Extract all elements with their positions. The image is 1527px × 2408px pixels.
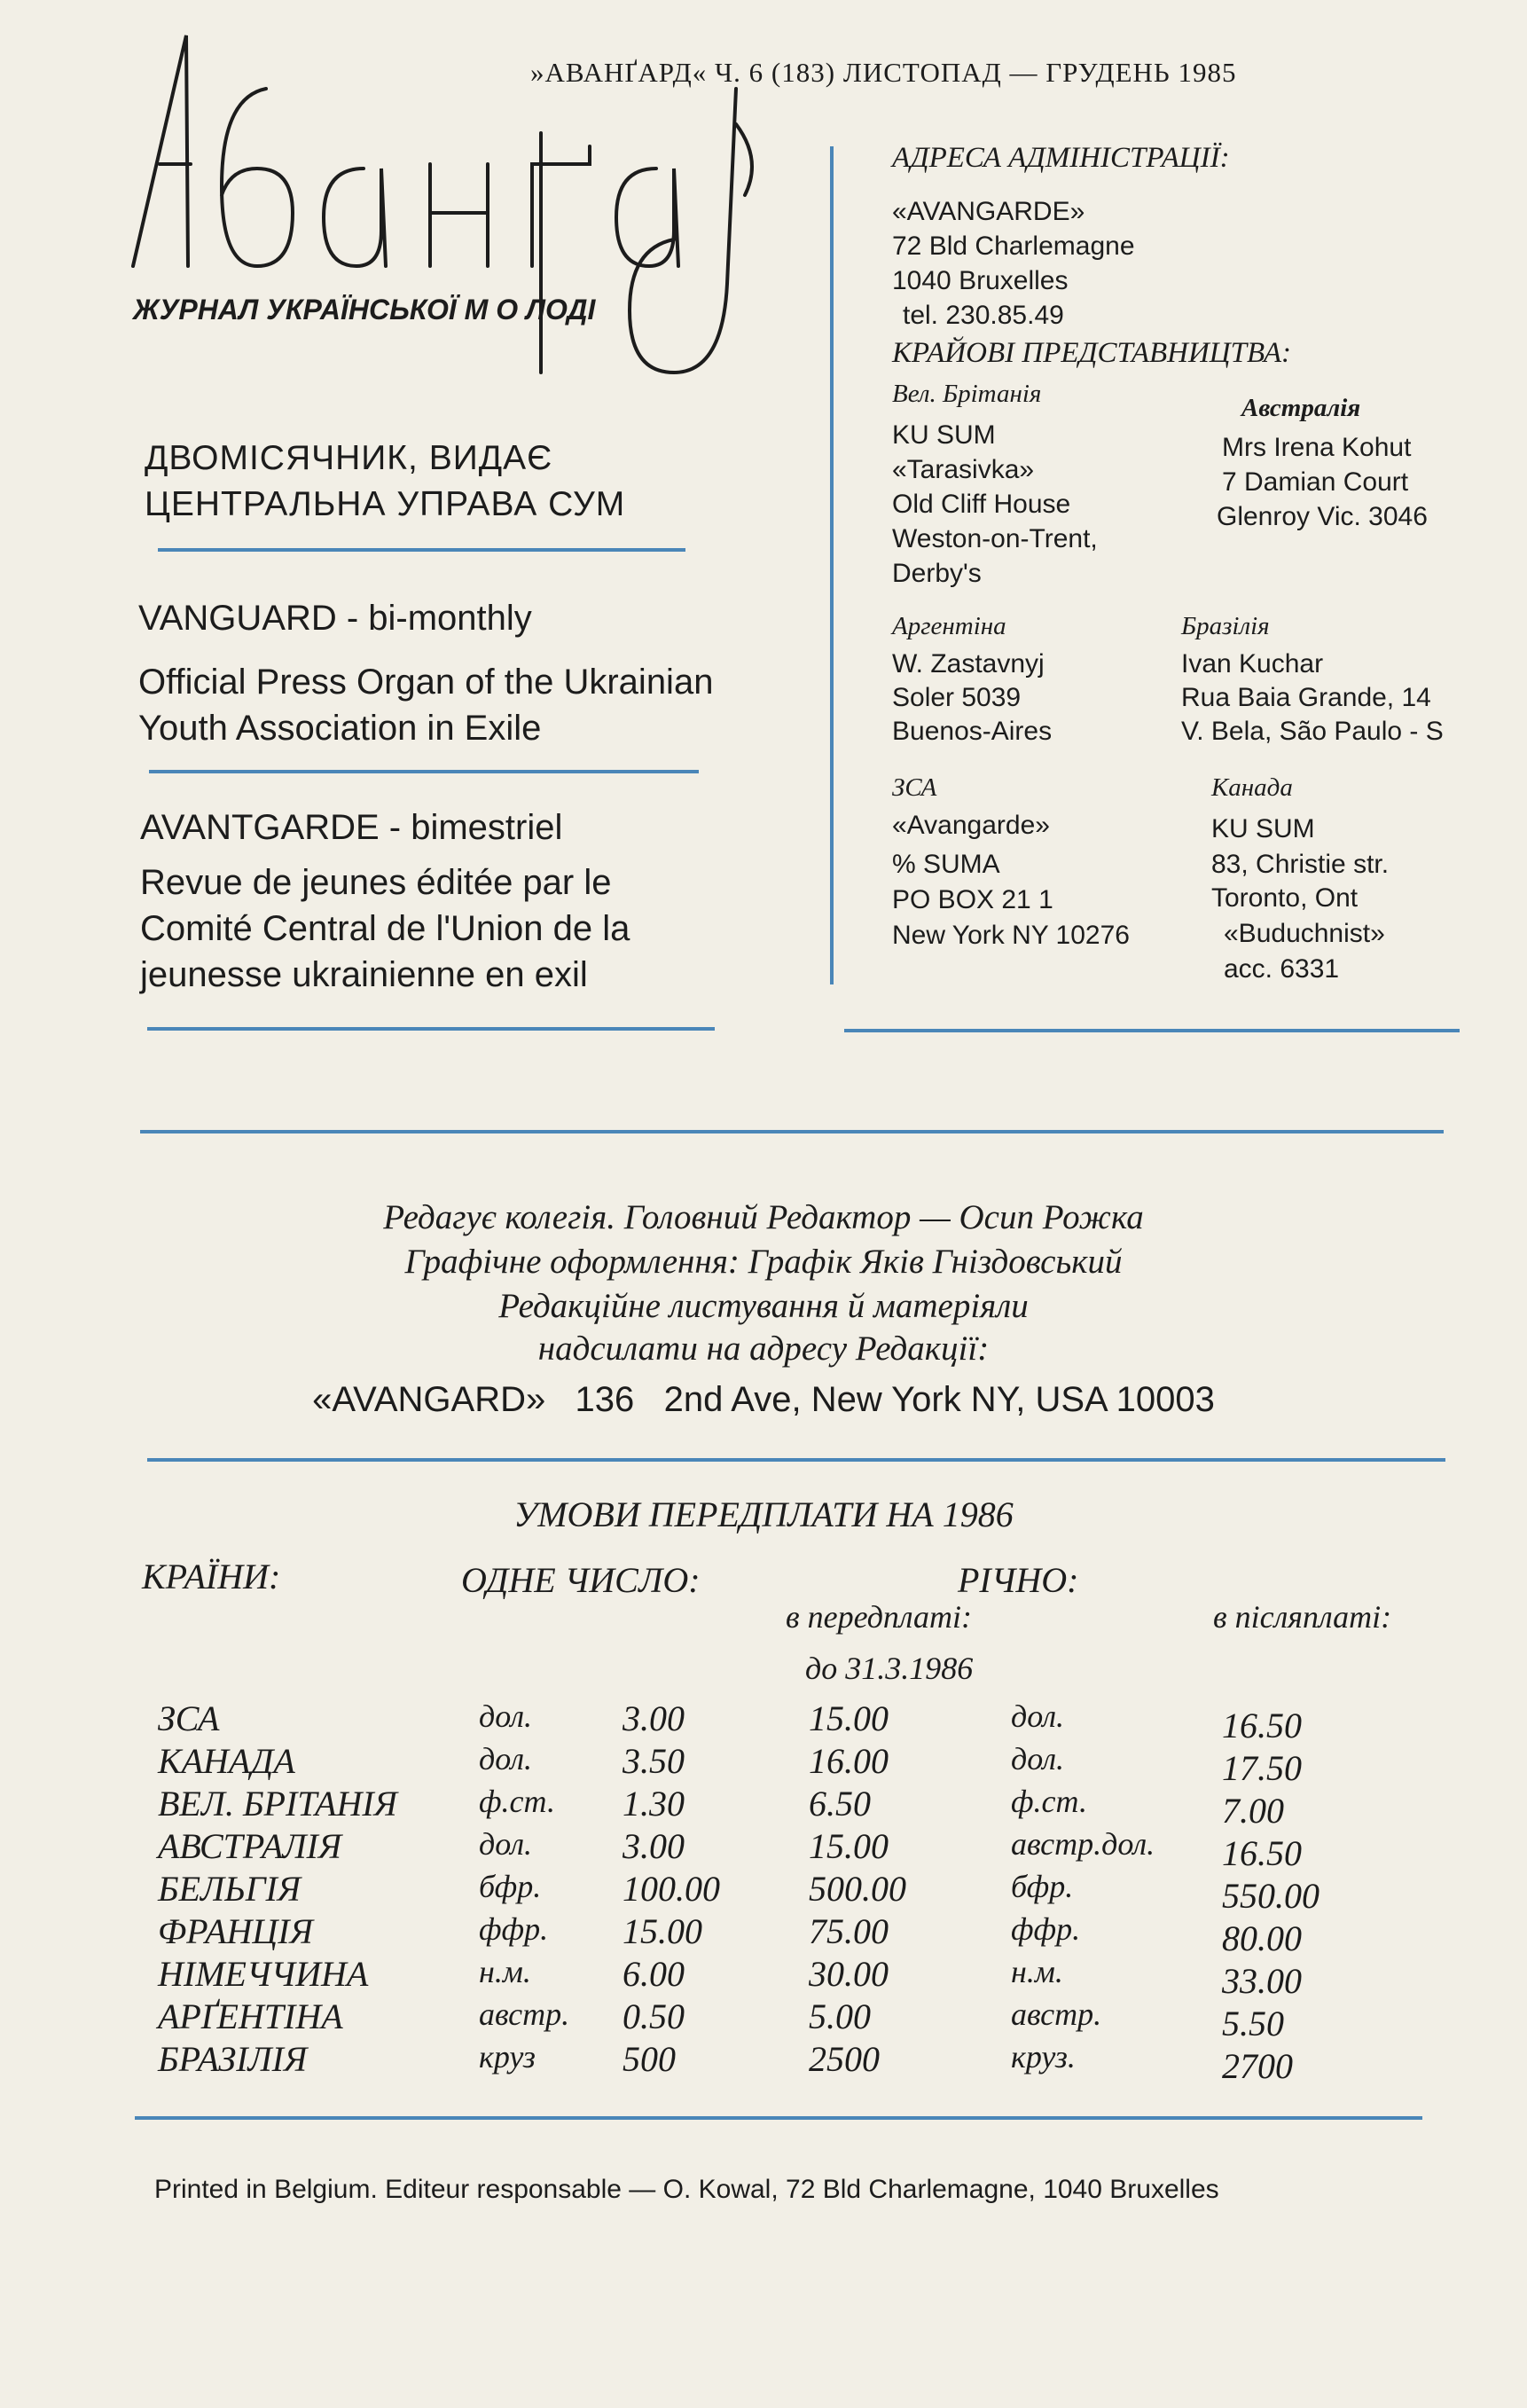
table-cell-country: НІМЕЧЧИНА — [158, 1954, 369, 1994]
table-cell-single: 3.50 — [623, 1741, 685, 1781]
argentina-line: Buenos-Aires — [892, 717, 1053, 746]
divider — [135, 2116, 1422, 2120]
table-cell-single: 3.00 — [623, 1826, 685, 1866]
admin-line: tel. 230.85.49 — [903, 301, 1064, 330]
table-cell-single: 15.00 — [623, 1911, 702, 1951]
divider — [147, 1027, 715, 1031]
french-title: AVANTGARDE - bimestriel — [140, 808, 563, 847]
uk-line: KU SUM — [892, 420, 996, 450]
editorial-line-1: Редагує колегія. Головний Редактор — Осип Рожка — [383, 1198, 1144, 1236]
table-cell-prepay: 6.50 — [809, 1784, 871, 1824]
french-line-1: Revue de jeunes éditée par le — [140, 863, 612, 902]
table-cell-cur2: ф.ст. — [1011, 1784, 1087, 1819]
deadline: до 31.3.1986 — [805, 1651, 974, 1686]
divider — [147, 1458, 1445, 1462]
admin-line: 72 Bld Charlemagne — [892, 231, 1135, 261]
country-label-usa: ЗСА — [892, 773, 937, 802]
col-postpay: в післяплаті: — [1213, 1599, 1392, 1635]
table-cell-single: 500 — [623, 2039, 676, 2079]
table-cell-cur1: н.м. — [479, 1954, 531, 1989]
admin-line: 1040 Bruxelles — [892, 266, 1069, 295]
col-annual: РІЧНО: — [958, 1560, 1079, 1600]
table-cell-cur2: дол. — [1011, 1741, 1065, 1777]
australia-line: Glenroy Vic. 3046 — [1217, 502, 1428, 531]
table-cell-cur2: австр. — [1011, 1996, 1102, 2032]
table-cell-prepay: 75.00 — [809, 1911, 889, 1951]
footer-text: Printed in Belgium. Editeur responsable — O. Kowal, 72 Bld Charlemagne, 1040 Bruxelles — [154, 2175, 1219, 2204]
brazil-line: V. Bela, São Paulo - S — [1181, 717, 1444, 746]
table-cell-single: 100.00 — [623, 1869, 720, 1909]
table-cell-single: 3.00 — [623, 1698, 685, 1738]
usa-line: New York NY 10276 — [892, 921, 1130, 950]
canada-line: acc. 6331 — [1224, 954, 1340, 984]
table-cell-prepay: 15.00 — [809, 1826, 889, 1866]
brazil-line: Rua Baia Grande, 14 — [1181, 683, 1431, 712]
usa-line: % SUMA — [892, 850, 1000, 879]
representatives-heading: КРАЙОВІ ПРЕДСТАВНИЦТВА: — [892, 337, 1292, 369]
table-cell-postpay: 80.00 — [1222, 1918, 1302, 1958]
table-cell-country: БРАЗІЛІЯ — [158, 2039, 308, 2079]
table-cell-postpay: 2700 — [1222, 2046, 1293, 2086]
masthead-logo — [124, 18, 763, 408]
table-cell-cur1: австр. — [479, 1996, 570, 2032]
col-country: КРАЇНИ: — [142, 1557, 281, 1596]
table-cell-single: 0.50 — [623, 1996, 685, 2036]
issue-line: »АВАНҐАРД« Ч. 6 (183) ЛИСТОПАД — ГРУДЕНЬ 1985 — [530, 57, 1237, 88]
table-cell-prepay: 2500 — [809, 2039, 880, 2079]
table-cell-postpay: 5.50 — [1222, 2004, 1284, 2043]
table-cell-cur1: дол. — [479, 1698, 533, 1734]
table-cell-cur1: дол. — [479, 1741, 533, 1777]
brazil-line: Ivan Kuchar — [1181, 649, 1324, 678]
table-cell-prepay: 5.00 — [809, 1996, 871, 2036]
editorial-line-2: Графічне оформлення: Графік Яків Гніздовський — [404, 1243, 1123, 1281]
country-label-uk: Вел. Брітанія — [892, 380, 1042, 408]
publisher-line-2: ЦЕНТРАЛЬНА УПРАВА СУМ — [145, 485, 626, 523]
canada-line: Toronto, Ont — [1211, 883, 1359, 913]
table-cell-cur2: дол. — [1011, 1698, 1065, 1734]
subscription-title: УМОВИ ПЕРЕДПЛАТИ НА 1986 — [513, 1494, 1014, 1534]
editorial-address: «AVANGARD» 136 2nd Ave, New York NY, USA 10003 — [312, 1380, 1215, 1419]
usa-line: PO BOX 21 1 — [892, 885, 1053, 914]
table-cell-postpay: 16.50 — [1222, 1706, 1302, 1745]
table-cell-postpay: 17.50 — [1222, 1748, 1302, 1788]
table-cell-country: ФРАНЦІЯ — [158, 1911, 313, 1951]
uk-line: Old Cliff House — [892, 490, 1071, 519]
table-cell-country: ЗСА — [158, 1698, 220, 1738]
masthead-subtitle: ЖУРНАЛ УКРАЇНСЬКОЇ М О ЛОДІ — [133, 294, 596, 326]
table-cell-country: АРҐЕНТІНА — [158, 1996, 343, 2036]
table-cell-postpay: 550.00 — [1222, 1876, 1319, 1916]
table-cell-cur2: н.м. — [1011, 1954, 1063, 1989]
table-cell-cur2: ффр. — [1011, 1911, 1081, 1947]
table-cell-prepay: 15.00 — [809, 1698, 889, 1738]
divider — [149, 770, 699, 773]
english-line-2: Youth Association in Exile — [138, 709, 542, 748]
canada-line: «Buduchnist» — [1224, 919, 1385, 948]
table-cell-cur1: дол. — [479, 1826, 533, 1862]
canada-line: KU SUM — [1211, 814, 1315, 843]
divider — [158, 548, 685, 552]
editorial-line-3: Редакційне листування й матеріяли — [498, 1287, 1029, 1325]
canada-line: 83, Christie str. — [1211, 850, 1390, 879]
table-cell-postpay: 16.50 — [1222, 1833, 1302, 1873]
argentina-line: Soler 5039 — [892, 683, 1022, 712]
table-cell-single: 1.30 — [623, 1784, 685, 1824]
table-cell-prepay: 500.00 — [809, 1869, 906, 1909]
country-label-brazil: Бразілія — [1181, 612, 1270, 640]
country-label-australia: Австралія — [1241, 394, 1361, 422]
australia-line: Mrs Irena Kohut — [1222, 433, 1412, 462]
table-cell-prepay: 16.00 — [809, 1741, 889, 1781]
divider — [844, 1029, 1460, 1032]
argentina-line: W. Zastavnyj — [892, 649, 1045, 678]
table-cell-cur1: ффр. — [479, 1911, 549, 1947]
editorial-line-4: надсилати на адресу Редакції: — [537, 1329, 990, 1368]
uk-line: Derby's — [892, 559, 982, 588]
french-line-2: Comité Central de l'Union de la — [140, 909, 630, 948]
french-line-3: jeunesse ukrainienne en exil — [140, 955, 588, 994]
admin-heading: АДРЕСА АДМІНІСТРАЦІЇ: — [892, 142, 1230, 174]
table-cell-cur2: австр.дол. — [1011, 1826, 1155, 1862]
australia-line: 7 Damian Court — [1222, 467, 1409, 497]
admin-line: «AVANGARDE» — [892, 197, 1085, 226]
table-cell-postpay: 7.00 — [1222, 1791, 1284, 1831]
table-cell-country: ВЕЛ. БРІТАНІЯ — [158, 1784, 397, 1824]
table-cell-country: БЕЛЬГІЯ — [158, 1869, 301, 1909]
uk-line: «Tarasivka» — [892, 455, 1035, 484]
table-cell-cur2: бфр. — [1011, 1869, 1074, 1904]
table-cell-cur1: ф.ст. — [479, 1784, 555, 1819]
country-label-argentina: Аргентіна — [892, 612, 1006, 640]
english-line-1: Official Press Organ of the Ukrainian — [138, 663, 714, 702]
usa-line: «Avangarde» — [892, 811, 1050, 840]
english-title: VANGUARD - bi-monthly — [138, 599, 532, 638]
column-divider — [830, 146, 834, 984]
divider — [140, 1130, 1444, 1133]
table-cell-prepay: 30.00 — [809, 1954, 889, 1994]
table-cell-cur1: круз — [479, 2039, 536, 2075]
uk-line: Weston-on-Trent, — [892, 524, 1098, 553]
country-label-canada: Канада — [1211, 773, 1293, 802]
table-cell-cur2: круз. — [1011, 2039, 1076, 2075]
col-single: ОДНЕ ЧИСЛО: — [461, 1560, 701, 1600]
table-cell-cur1: бфр. — [479, 1869, 542, 1904]
table-cell-country: АВСТРАЛІЯ — [158, 1826, 342, 1866]
publisher-line-1: ДВОМІСЯЧНИК, ВИДАЄ — [145, 439, 553, 477]
table-cell-postpay: 33.00 — [1222, 1961, 1302, 2001]
table-cell-country: КАНАДА — [158, 1741, 295, 1781]
table-cell-single: 6.00 — [623, 1954, 685, 1994]
col-prepay: в передплаті: — [786, 1599, 973, 1635]
